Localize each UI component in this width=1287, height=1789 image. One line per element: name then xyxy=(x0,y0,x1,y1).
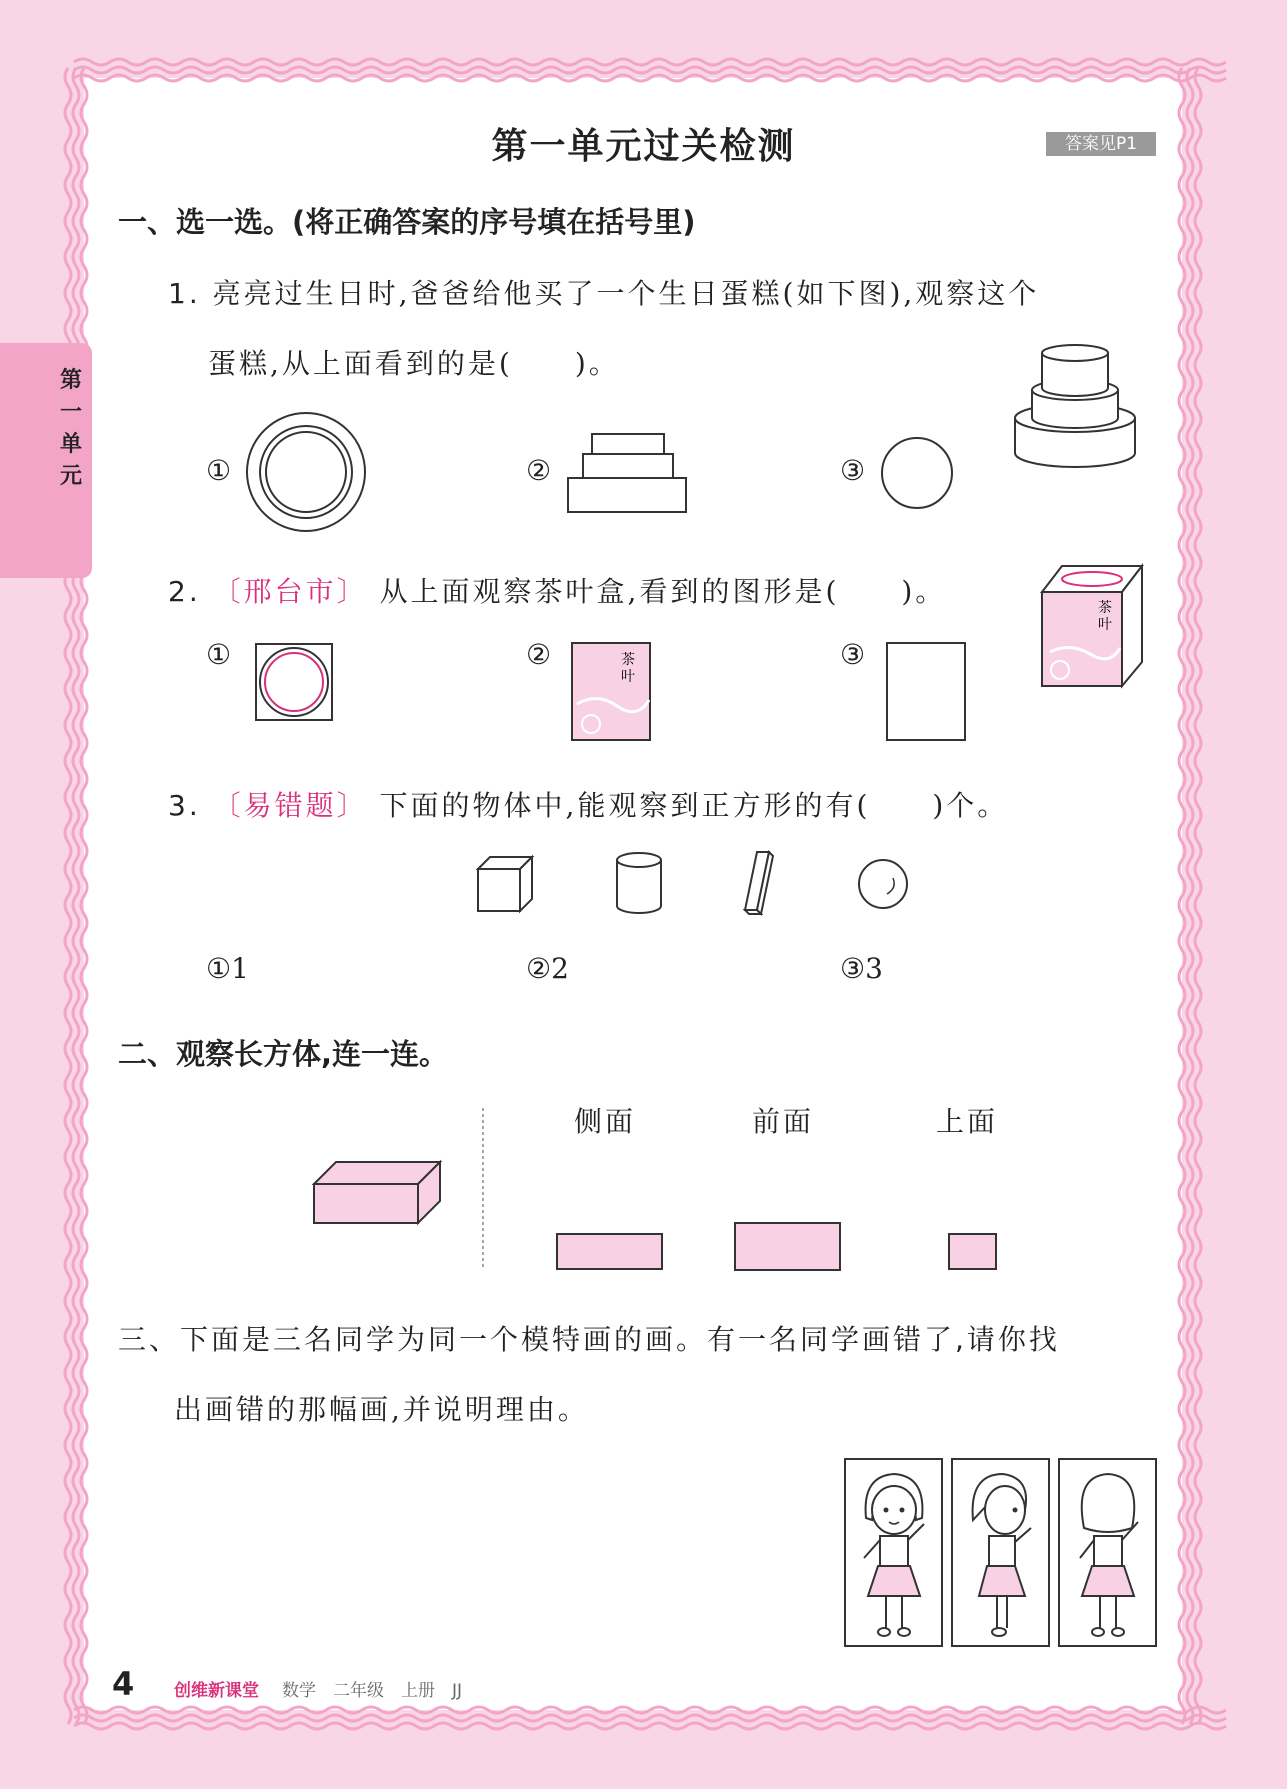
wavy-border-line xyxy=(1195,68,1201,1724)
q1-option-1-label: ① xyxy=(206,454,232,487)
wavy-border-line xyxy=(1179,68,1185,1724)
wavy-border-line xyxy=(1187,68,1193,1724)
wavy-border-line xyxy=(74,75,1226,81)
q3-number: 3. xyxy=(168,789,201,822)
q3-sphere xyxy=(857,858,911,912)
q2-text: 从上面观察茶叶盒,看到的图形是( )。 xyxy=(379,575,947,608)
divider-dashed-line xyxy=(482,1108,486,1268)
q1-option-3-circle xyxy=(882,437,962,517)
q3-rectangular-prism xyxy=(743,850,783,920)
q2-option-1-square-with-ring xyxy=(255,643,335,723)
section3-text-line1: 三、下面是三名同学为同一个模特画的画。有一名同学画错了,请你找 xyxy=(118,1323,1060,1356)
face-square-small xyxy=(948,1233,998,1273)
wavy-border-line xyxy=(74,1715,1226,1721)
answer-reference-badge: 答案见P1 xyxy=(1046,132,1156,156)
girl-drawing-side xyxy=(951,1458,1051,1648)
q2-line xyxy=(168,570,946,610)
tea-box-illustration xyxy=(1040,562,1150,692)
cake-illustration xyxy=(1010,338,1150,468)
q3-cylinder xyxy=(615,852,665,916)
q3-line xyxy=(168,784,1008,824)
q2-option-3-label: ③ xyxy=(840,638,866,671)
face-rectangle-long xyxy=(556,1233,666,1273)
face-rectangle-tall xyxy=(734,1222,844,1274)
q3-cube xyxy=(476,855,536,915)
q1-text-line2: 蛋糕,从上面看到的是( )。 xyxy=(208,347,620,380)
q3-option-3: ③3 xyxy=(840,952,883,985)
page-number: 4 xyxy=(112,1665,135,1703)
q2-source-tag: 〔邢台市〕 xyxy=(212,575,368,608)
svg-text:茶: 茶 xyxy=(621,652,635,668)
q3-option-1: ①1 xyxy=(206,952,249,985)
wavy-border-line xyxy=(74,1723,1226,1729)
section3-text-line2: 出画错的那幅画,并说明理由。 xyxy=(174,1393,589,1426)
q2-option-1-label: ① xyxy=(206,638,232,671)
q2-option-2-box-front xyxy=(571,642,651,742)
q1-text-line1: 亮亮过生日时,爸爸给他买了一个生日蛋糕(如下图),观察这个 xyxy=(212,277,1040,310)
brand-name: 创维新课堂 xyxy=(174,1681,259,1701)
tea-box-label: 茶 xyxy=(1098,600,1112,616)
book-series: 数学 二年级 上册 JJ xyxy=(282,1681,463,1701)
q1-option-2-stacked-rectangles xyxy=(566,432,696,522)
label-top-face: 上面 xyxy=(936,1105,999,1138)
q2-option-2-label: ② xyxy=(526,638,552,671)
unit-side-tab xyxy=(0,343,92,578)
q1-option-2-label: ② xyxy=(526,454,552,487)
label-side-face: 侧面 xyxy=(574,1105,637,1138)
q1-number: 1. xyxy=(168,277,201,310)
girl-drawing-back xyxy=(1058,1458,1158,1648)
wavy-border-line xyxy=(65,68,71,1724)
q3-source-tag: 〔易错题〕 xyxy=(212,789,368,822)
section1-heading: 一、选一选。(将正确答案的序号填在括号里) xyxy=(118,205,696,239)
cuboid-illustration xyxy=(312,1160,452,1230)
q3-option-2: ②2 xyxy=(526,952,569,985)
q1-option-3-label: ③ xyxy=(840,454,866,487)
label-front-face: 前面 xyxy=(752,1105,815,1138)
wavy-border-line xyxy=(74,67,1226,73)
q1-line1 xyxy=(168,272,1039,312)
unit-side-tab-label: 第一单元 xyxy=(59,368,82,489)
q1-option-1-concentric-circles xyxy=(246,412,376,542)
q2-number: 2. xyxy=(168,575,201,608)
wavy-border-line xyxy=(73,68,79,1724)
section2-heading: 二、观察长方体,连一连。 xyxy=(118,1037,449,1071)
q3-text: 下面的物体中,能观察到正方形的有( )个。 xyxy=(379,789,1009,822)
tea-box-label-2: 叶 xyxy=(1098,617,1112,633)
page-title: 第一单元过关检测 xyxy=(491,126,796,167)
girl-drawing-front xyxy=(844,1458,944,1648)
q2-option-3-square xyxy=(886,642,966,742)
svg-text:叶: 叶 xyxy=(621,669,635,685)
wavy-border-line xyxy=(74,1707,1226,1713)
wavy-border-line xyxy=(74,59,1226,65)
wavy-border-line xyxy=(81,68,87,1724)
